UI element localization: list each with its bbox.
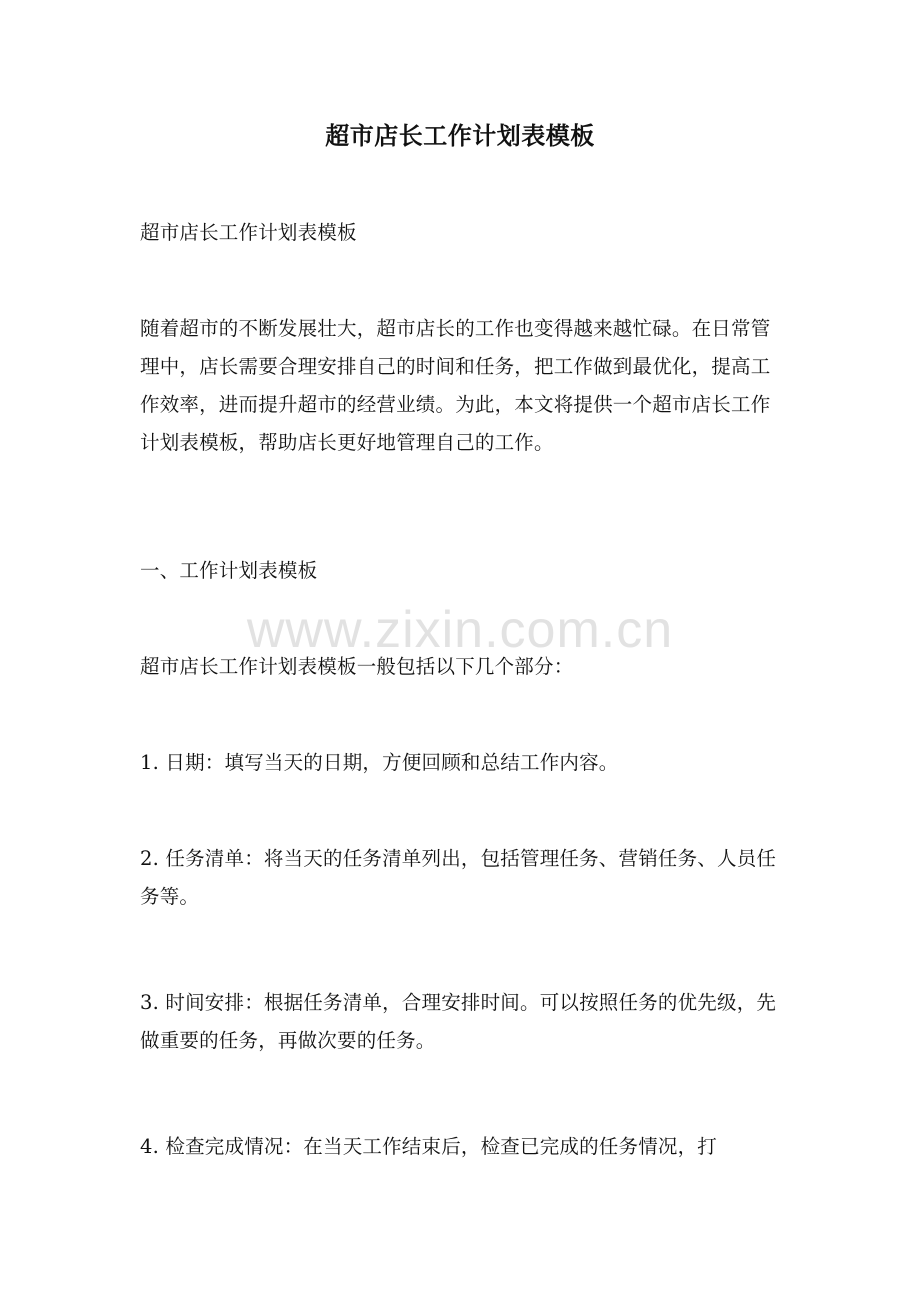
list-item-check-completion: 4. 检查完成情况：在当天工作结束后，检查已完成的任务情况，打: [140, 1135, 718, 1158]
intro-paragraph: 随着超市的不断发展壮大，超市店长的工作也变得越来越忙碌。在日常管理中，店长需要合理安排自己的时间和任务，把工作做到最优化，提高工作效率，进而提升超市的经营业绩。为此，本文将提供一个超市店长工作计划表模板，帮助店长更好地管理自己的工作。: [140, 317, 771, 454]
list-item-date: 1. 日期：填写当天的日期，方便回顾和总结工作内容。: [140, 751, 619, 774]
list-item-task-list: 2. 任务清单：将当天的任务清单列出，包括管理任务、营销任务、人员任务等。: [140, 847, 777, 908]
section-heading: 一、工作计划表模板: [140, 559, 318, 582]
section-intro: 超市店长工作计划表模板一般包括以下几个部分：: [140, 655, 574, 678]
document-subtitle: 超市店长工作计划表模板: [140, 221, 357, 244]
watermark: www.zixin.com.cn: [246, 601, 674, 659]
list-item-time-arrangement: 3. 时间安排：根据任务清单，合理安排时间。可以按照任务的优先级，先做重要的任务，再做次要的任务。: [140, 991, 777, 1052]
document-title: 超市店长工作计划表模板: [325, 121, 595, 150]
